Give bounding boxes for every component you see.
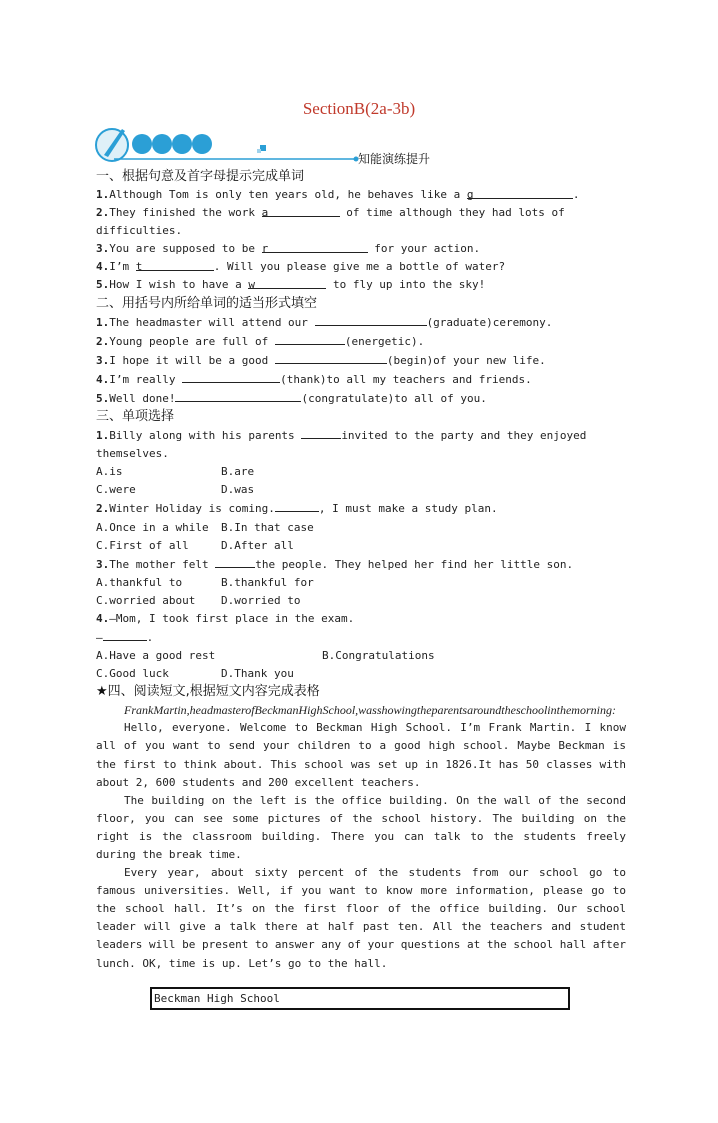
section-heading: 三、单项选择	[96, 409, 175, 425]
options-row	[96, 481, 626, 499]
answer-blank[interactable]: t	[136, 258, 214, 271]
option[interactable]: B.thankful for	[221, 575, 314, 589]
option[interactable]: B.Congratulations	[322, 649, 435, 663]
question: 2.Young people are full of (energetic).	[96, 332, 626, 351]
option[interactable]: D.After all	[221, 538, 294, 552]
question: 5.How I wish to have a w to fly up into the sky!	[96, 278, 486, 292]
answer-blank[interactable]	[215, 555, 255, 568]
option[interactable]: D.Thank you	[221, 667, 294, 681]
option[interactable]: C.First of all	[96, 538, 189, 552]
options-row	[96, 519, 626, 537]
question: 4.I’m really (thank)to all my teachers and friends.	[96, 370, 626, 389]
question: 3.You are supposed to be r for your action.	[96, 242, 481, 256]
question-number: 1.	[96, 188, 110, 201]
question: 4.—Mom, I took first place in the exam.	[96, 611, 355, 625]
pen-icon	[96, 129, 128, 161]
question: 2.They finished the work a of time although they had lots of difficulties.	[96, 206, 565, 238]
option[interactable]: A.thankful to	[96, 575, 183, 589]
answer-blank[interactable]	[301, 426, 341, 439]
passage-paragraph: Every year, about sixty percent of the students from our school go to famous universities. Well, if you want to know more information, please go to the school hall. It’s on the first floor of the office building. Our school leader will give a talk there at half past ten. All the teachers and student leaders will be present to answer any of your questions at the school hall after lunch. OK, time is up. Let’s go to the hall.	[96, 866, 626, 970]
question: 1.Although Tom is only ten years old, he behaves like a g .	[96, 188, 580, 201]
page-title: SectionB(2a-3b)	[302, 99, 416, 118]
option[interactable]: B.are	[221, 465, 255, 479]
option[interactable]: C.were	[96, 483, 136, 497]
worksheet-content	[96, 168, 626, 973]
section-heading: 一、根据句意及首字母提示完成单词	[96, 169, 305, 184]
answer-blank[interactable]: a	[262, 204, 340, 217]
options-row	[96, 463, 626, 481]
passage-paragraph: Hello, everyone. Welcome to Beckman High School. I’m Frank Martin. I know all of you want to send your children to a good high school. Maybe Beckman is the first to think about. This school was set up in 1826.It has 50 classes with about 2, 600 students and 200 excellent teachers.	[96, 721, 626, 789]
question: 1.Billy along with his parents invited to the party and they enjoyed themselves.	[96, 426, 626, 463]
question: 4.I’m t . Will you please give me a bottle of water?	[96, 260, 506, 274]
table-header: Beckman High School	[154, 992, 280, 1005]
option[interactable]: C.Good luck	[96, 667, 169, 681]
answer-table	[150, 987, 570, 1010]
option[interactable]: A.Have a good rest	[96, 649, 216, 663]
answer-blank[interactable]	[103, 628, 147, 641]
question-text: Although Tom is only ten years old, he behaves like a	[109, 188, 467, 201]
answer-blank[interactable]	[275, 332, 345, 345]
question-line: — .	[96, 628, 626, 647]
answer-blank[interactable]	[275, 351, 387, 364]
question: 2.Winter Holiday is coming. , I must make a study plan.	[96, 499, 626, 518]
options-row	[96, 647, 626, 665]
section-heading: 二、用括号内所给单词的适当形式填空	[96, 295, 318, 311]
question: 5.Well done! (congratulate)to all of you.	[96, 389, 626, 408]
options-row	[96, 537, 626, 555]
answer-blank[interactable]: g	[467, 186, 573, 199]
option[interactable]: A.Once in a while	[96, 520, 209, 534]
answer-blank[interactable]	[315, 313, 427, 326]
answer-blank[interactable]: w	[248, 276, 326, 289]
options-row	[96, 592, 626, 610]
options-row	[96, 665, 626, 683]
option[interactable]: A.is	[96, 465, 123, 479]
answer-blank[interactable]: r	[262, 240, 368, 253]
question: 3.The mother felt the people. They helped her find her little son.	[96, 555, 626, 574]
option[interactable]: B.In that case	[221, 520, 314, 534]
answer-blank[interactable]	[275, 499, 319, 512]
option[interactable]: C.worried about	[96, 593, 196, 607]
banner-text: 知能演练提升	[358, 152, 431, 166]
answer-blank[interactable]	[175, 389, 301, 402]
question: 3.I hope it will be a good (begin)of your new life.	[96, 351, 626, 370]
question: 1.The headmaster will attend our (graduate)ceremony.	[96, 313, 626, 332]
passage-paragraph: The building on the left is the office building. On the wall of the second floor, you can see some pictures of the school history. The building on the right is the classroom building. There you can talk to the students freely during the break time.	[96, 793, 626, 861]
answer-blank[interactable]	[182, 370, 280, 383]
option[interactable]: D.worried to	[221, 593, 301, 607]
section-heading: ★四、阅读短文,根据短文内容完成表格	[96, 684, 320, 700]
options-row	[96, 574, 626, 592]
passage-intro: FrankMartin,headmasterofBeckmanHighSchool,wasshowingtheparentsaroundtheschoolinthemorning:	[124, 703, 616, 718]
option[interactable]: D.was	[221, 483, 255, 497]
